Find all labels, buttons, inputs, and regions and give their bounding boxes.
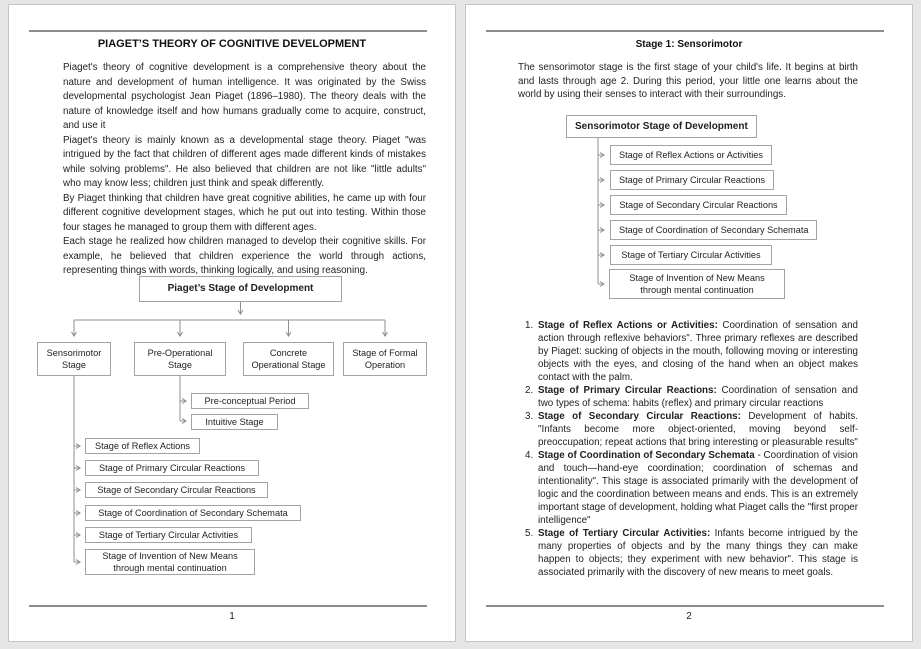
diagram-box-secondary-circular-reactions: Stage of Secondary Circular Reactions xyxy=(610,195,787,215)
diagram-box-intuitive-stage: Intuitive Stage xyxy=(191,414,278,430)
list-item xyxy=(525,410,858,449)
diagram-box-stage-of-coordination-of-secondary-schemata: Stage of Coordination of Secondary Schemata xyxy=(85,505,301,521)
list-item-text xyxy=(538,384,858,410)
list-item-lead: Stage of Tertiary Circular Activities: xyxy=(538,528,711,539)
list-item-lead: Stage of Reflex Actions or Activities: xyxy=(538,320,718,331)
list-item-body: Coordination of sensation and action through reflexive behaviors". Three primary reflexes are described by Piaget: sucking of objects in the mouth, following moving or interesting objects with the eyes, and closing of the hand when an object makes contact with the palm. xyxy=(538,320,858,383)
header-rule xyxy=(29,30,427,32)
page2-title: Stage 1: Sensorimotor xyxy=(635,39,743,50)
list-item-text xyxy=(538,319,858,384)
list-item-number: 1. xyxy=(525,320,534,331)
list-item xyxy=(525,384,858,410)
list-item-body: Development of habits. "Infants become more object-oriented, moving beyond self-preoccupation; repeat actions that bring interesting or pleasurable results" xyxy=(538,411,858,448)
paragraph: Piaget's theory is mainly known as a developmental stage theory. Piaget "was intrigued by the fact that children of different ages made different kinds of mistakes while solving problems". He also believed that children are not like "little adults" who may know less; children just think and speak differently. xyxy=(63,134,426,189)
diagram-box-stage-of-invention-of-new-means: Stage of Invention of New Means through mental continuation xyxy=(85,549,255,575)
list-item-lead: Stage of Primary Circular Reactions: xyxy=(538,385,717,396)
list-item-text xyxy=(538,449,858,527)
page1-title: PIAGET’S THEORY OF COGNITIVE DEVELOPMENT xyxy=(97,38,367,50)
list-item-lead: Stage of Secondary Circular Reactions: xyxy=(538,411,741,422)
page-2 xyxy=(465,4,913,642)
diagram-box-coordination-of-secondary-schemata: Stage of Coordination of Secondary Schemata xyxy=(610,220,817,240)
footer-rule xyxy=(29,605,427,607)
list-item xyxy=(525,527,858,579)
list-item xyxy=(525,319,858,384)
diagram-box-stage-of-primary-circular-reactions: Stage of Primary Circular Reactions xyxy=(85,460,259,476)
diagram-box-stage-of-secondary-circular-reactions: Stage of Secondary Circular Reactions xyxy=(85,482,268,498)
diagram-box-pre-operational-stage: Pre-Operational Stage xyxy=(134,342,226,376)
header-rule xyxy=(486,30,884,32)
list-item xyxy=(525,449,858,527)
list-item-body: Infants become intrigued by the many properties of objects and by the many things they can make happen to objects; they experiment with new behavior". This stage is associated primarily with the discovery of new means to meet goals. xyxy=(538,528,858,578)
diagram-root-box: Piaget’s Stage of Development xyxy=(139,276,342,302)
page-number: 1 xyxy=(229,611,235,622)
page2-intro-paragraph: The sensorimotor stage is the first stage of your child's life. It begins at birth and lasts through age 2. During this period, your little one learns about the world by using their senses to interact with their surroundings. xyxy=(518,62,858,100)
diagram-box-invention-of-new-means: Stage of Invention of New Means through mental continuation xyxy=(609,269,785,299)
diagram-box-sensorimotor-stage: Sensorimotor Stage xyxy=(37,342,111,376)
paragraph: By Piaget thinking that children have great cognitive abilities, he came up with four different cognitive development stages, which he put out into testing. Within those four stages he managed to group them with different ages. xyxy=(63,192,426,233)
diagram-box-tertiary-circular-activities: Stage of Tertiary Circular Activities xyxy=(610,245,772,265)
page-number: 2 xyxy=(686,611,692,622)
paragraph: Piaget's theory of cognitive development is a comprehensive theory about the nature and development of human intelligence. It was originated by the Swiss developmental psychologist Jean Piaget (1896–1980). The theory deals with the nature of knowledge itself and how humans gradually come to acquire, construct, and use it xyxy=(63,62,426,131)
page1-body xyxy=(63,61,426,279)
diagram-root-box-sensorimotor: Sensorimotor Stage of Development xyxy=(566,115,757,138)
paragraph: Each stage he realized how children managed to develop their cognitive skills. For example, he believed that children experience the world through actions, representing things with words, thinking logically, and using reasoning. xyxy=(63,236,426,276)
list-item-body: Coordination of sensation and two types of schema: habits (reflex) and primary circular reactions xyxy=(538,385,858,409)
list-item-text xyxy=(538,410,858,449)
footer-rule xyxy=(486,605,884,607)
diagram-box-stage-of-reflex-actions: Stage of Reflex Actions xyxy=(85,438,200,454)
list-item-number: 2. xyxy=(525,385,534,396)
list-item-number: 4. xyxy=(525,450,534,461)
list-item-body: - Coordination of vision and touch—hand-eye coordination; coordination of schemas and intentionality". This stage is associated primarily with the development of logic and the coordination between means and ends. This is an extremely important stage of development, holding what Piaget calls the "first proper intelligence" xyxy=(538,450,858,526)
diagram-box-stage-of-tertiary-circular-activities: Stage of Tertiary Circular Activities xyxy=(85,527,252,543)
diagram-box-primary-circular-reactions: Stage of Primary Circular Reactions xyxy=(610,170,774,190)
list-item-number: 5. xyxy=(525,528,534,539)
page-1 xyxy=(8,4,456,642)
list-item-number: 3. xyxy=(525,411,534,422)
sensorimotor-substage-list xyxy=(525,319,858,579)
list-item-lead: Stage of Coordination of Secondary Schemata xyxy=(538,450,755,461)
diagram-box-concrete-operational-stage: Concrete Operational Stage xyxy=(243,342,334,376)
list-item-text xyxy=(538,527,858,579)
diagram-box-reflex-actions-or-activities: Stage of Reflex Actions or Activities xyxy=(610,145,772,165)
diagram-box-pre-conceptual-period: Pre-conceptual Period xyxy=(191,393,309,409)
diagram-box-stage-of-formal-operation: Stage of Formal Operation xyxy=(343,342,427,376)
